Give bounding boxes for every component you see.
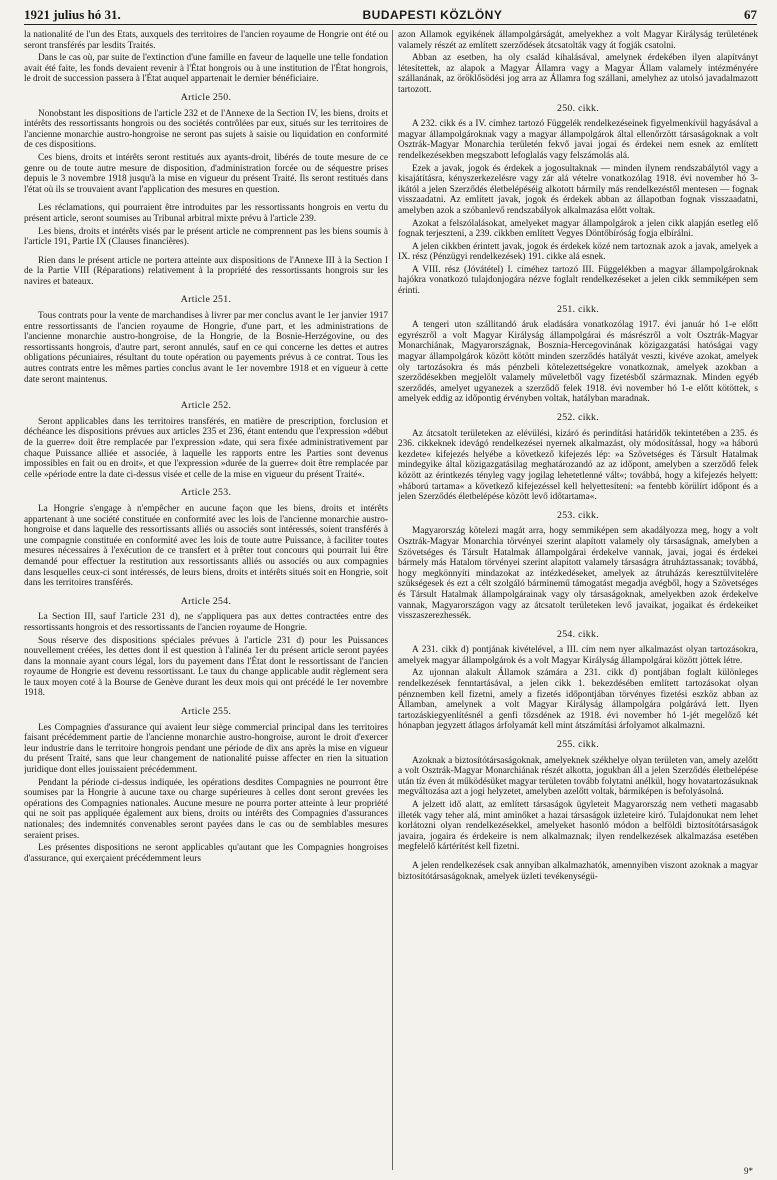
paragraph: A VIII. rész (Jóvátétel) I. címéhez tartozó III. Függelékben a magyar állampolgároknak hajókra vonatkozó tulajdonjogára nézve foglalt rendelkezéseket a jelen cikk semmiképen sem érinti. <box>398 264 758 297</box>
article-heading: 252. cikk. <box>557 412 599 423</box>
publication-title: BUDAPESTI KÖZLÖNY <box>362 8 503 22</box>
paragraph: A 231. cikk d) pontjának kivételével, a III. cím nem nyer alkalmazást olyan tartozásokra, amelyek magyar állampolgárok és a volt Magyar Királyság állampolgárai között jöttek létre. <box>398 645 758 666</box>
paragraph: Nonobstant les dispositions de l'article 232 et de l'Annexe de la Section IV, les biens, droits et intérêts des ressortissants hongrois ou des sociétés contrôlées par eux, situés sur les territoires de l'ancienne monarchie austro-hongroise ne seront pas sujets à saisie ou liquidation en conformité de ces dispositions. <box>24 108 388 151</box>
article-heading: 255. cikk. <box>557 739 599 751</box>
section-gap <box>24 387 388 393</box>
french-text-column <box>24 30 388 1175</box>
article-heading: Article 254. <box>180 595 232 607</box>
article-heading: 253. cikk. <box>557 509 599 521</box>
paragraph: A jelen rendelkezések csak annyiban alkalmazhatók, amennyiben viszont azoknak a magyar biztosítótársaságoknak, amelyek üzleti tevékenységü- <box>398 860 758 882</box>
paragraph: la nationalité de l'un des États, auxquels des territoires de l'ancien royaume de Hongrie ont été ou seront transférés par lesdits Traités. <box>24 30 388 51</box>
article-heading: Article 255. <box>180 706 232 718</box>
paragraph: Les biens, droits et intérêts visés par le présent article ne comprennent pas les biens soumis à l'article 191, Partie IX (Clauses financières). <box>24 226 388 248</box>
paragraph: Les réclamations, qui pourraient être introduites par les ressortissants hongrois en vertu du présent article, seront soumises au Tribunal arbitral mixte prévu à l'article 239. <box>24 203 388 224</box>
paragraph: A 232. cikk és a IV. címhez tartozó Függelék rendelkezéseinek figyelmenkívül hagyásával a magyar állampolgároknak vagy a magyar állampolgárok által ellenőrzött társaságoknak a volt Osztrák-Magyar Monarchia területén fekvő javai jogai és érdekei nem esnek az említett rendelkezésekben megszabott lefoglalás vagy felszámolás alá. <box>398 119 758 161</box>
signature-mark: 9* <box>744 1166 753 1176</box>
paragraph: Ezek a javak, jogok és érdekek a jogosultaknak — minden ilynem rendszabálytól vagy a kisajátításra, kényszerkezelésre vagy zár alá vételre vonatkozólag 1918. évi november hó 3-ikától a jelen Szerződés életbelépéséig alkotott bármily más rendelkezéstől mentesen — fognak visszaadatni. Az említett javak, jogok és érdekek abban az állapotban fognak visszaadatni, amelyben azok a szóbanlevő rendszabályok alkalmazása előtt voltak. <box>398 163 758 216</box>
paragraph: Abban az esetben, ha oly család kihalásával, amelynek érdekében ilyen alapítványt létesítettek, az alapok a Magyar Államra vagy a Magyar Állam valamely intézményére szállanának, az öröklősödési jog arra az Államra fog szállani, amelyhez az utolsó javadalmazott tartozott. <box>398 53 758 95</box>
paragraph: Tous contrats pour la vente de marchandises à livrer par mer conclus avant le 1er janvier 1917 entre ressortissants de l'ancien royaume de Hongrie, d'une part, et les administrations de l'ancienne monarchie austro-hongroise, de la Hongrie, de la Bosnie-Herzégovine, ou des ressortissants hongrois, d'autre part, seront annulés, sauf en ce qui concerne les dettes et autres obligations pécuniaires, résultant du toute opération ou payements prévus à ce contrat. Tous les autres contrats entre les mêmes parties conclus avant le 1er novembre 1918 et en vigueur à cette date seront maintenus. <box>24 311 388 385</box>
article-heading: Article 250. <box>180 91 232 103</box>
paragraph: Pendant la période ci-dessus indiquée, les opérations desdites Compagnies ne pourront être soumises par la Hongrie à aucune taxe ou charge supérieures à celles dont seront grevées les opérations des Compagnies nationales. Aucune mesure ne pourra porter atteinte à leur propriété qui ne soit pas appliquée également aux biens, droits ou intérêts des Compagnies d'assurances nationales; des indemnités convenables seront payées dans le cas ou de semblables mesures seraient prises. <box>24 777 388 841</box>
paragraph: La Section III, sauf l'article 231 d), ne s'appliquera pas aux dettes contractées entre des ressortissants hongrois et des ressortissants de l'ancien royaume de Hongrie. <box>24 612 388 633</box>
page-header <box>24 6 757 25</box>
paragraph: Magyarország kötelezi magát arra, hogy semmiképen sem akadályozza meg, hogy a volt Osztrák-Magyar Monarchia törvényei szerint alapított valamely oly társaságnak, amelyben a Szövetséges és Társult Hatalmak állampolgárai érdekelve vannak, javai, jogai és érdekei bármely más Hatalom törvényei szerint alapitott valamely társaságra átruháztassanak; továbbá, hogy megkönnyíti mindazokat az intézkedéseket, amelyek az átruházás keresztülvitelére szükségesek és ezt a célt szolgáló bárminemű támogatást megadja avégből, hogy a Szövetséges és Társult Hatalmak állampolgárainak vagy oly társaságoknak, amelyekben azok érdekelve vannak, Magyarországon vagy az átcsatolt területeken levő javaikat, jogaikat és érdekeiket visszaszerezhessék. <box>398 526 758 622</box>
paragraph: Les Compagnies d'assurance qui avaient leur siège commercial principal dans les territoires faisant précédemment partie de l'ancienne monarchie austro-hongroise, auront le droit d'exercer leur industrie dans le territoire hongrois pendant une période de dix ans après la mise en vigueur du présent Traité, sans que leur changement de nationalité puisse affecter en rien la situation juridique dont elles jouissaient précédemment. <box>24 722 388 776</box>
paragraph: Dans le cas où, par suite de l'extinction d'une famille en faveur de laquelle une telle fondation avait été faite, les fonds devaient revenir à l'État hongrois ou à une institution de l'État hongrois, le droit de succession passera à l'État auquel appartenait le dernier bénéficiaire. <box>24 53 388 85</box>
paragraph: Azokat a felszólalásokat, amelyeket magyar állampolgárok a jelen cikk alapján esetleg elő fognak terjeszteni, a 239. cikkben említett Vegyes Döntőbíróság fogja elbírálni. <box>398 218 758 240</box>
paragraph: A jelzett idő alatt, az említett társaságok ügyleteit Magyarország nem vetheti magasabb illeték vagy teher alá, mint aminőket a hazai társaságok üzleteire kiró. Tulajdonukat nem lehet korlátozni olyan rendelkezésekkel, amelyeket hasonló módon a belföldi biztosítótársaságok javaira, jogaira és érdekeire is nem alkalmaznak; ilyen rendelkezések alkalmazása esetében megfelelő kártérítést kell fizetni. <box>398 800 758 853</box>
paragraph: azon Államok egyikének állampolgárságát, amelyekhez a volt Magyar Királyság területének valamely részét az említett szerződések átcsatolták vagy át fogják csatolni. <box>398 30 758 51</box>
paragraph: Sous réserve des dispositions spéciales prévues à l'article 231 d) pour les Puissances nouvellement créées, les dettes dont il est question à l'alinéa 1er du présent article seront payées dans la monnaie ayant cours légal, lors du payement dans l'État dont le ressortissant de l'ancien royaume de Hongrie est devenu ressortissant. Le taux du change applicable audit règlement sera le taux moyen coté à la Bourse de Genève durant les deux mois qui ont précédé le 1er novembre 1918. <box>24 635 388 699</box>
paragraph: A jelen cikkben érintett javak, jogok és érdekek közé nem tartoznak azok a javak, amelyek a IX. rész (Pénzügyi rendelkezések) 191. cikke alá esnek. <box>398 241 758 263</box>
column-divider <box>392 30 393 1170</box>
page-number: 67 <box>744 7 757 22</box>
paragraph: Az ujonnan alakult Államok számára a 231. cikk d) pontjában foglalt különleges rendelkezések fenntartásával, a jelen cikk 1. bekezdésében említett tartozásokat olyan pénznemben kell fizetni, amely a fizetés időpontjában törvényes fizetési eszköz abban az Államban, amelynek a volt Magyar Királyság állampolgára polgárává lett. Ilyen tartozáskiegyenlítésnél a genfi tőzsdének az 1918. évi november hó 1-jét megelőző két hónapban jegyzett átlagos árfolyamát kell mint átszámítási árfolyamot alkalmazni. <box>398 668 758 732</box>
paragraph: Rien dans le présent article ne portera atteinte aux dispositions de l'Annexe III à la Section I de la Partie VIII (Réparations) relativement à la propriété des ressortissants hongrois sur les navires et bateaux. <box>24 255 388 287</box>
paragraph: Les présentes dispositions ne seront applicables qu'autant que les Compagnies hongroises d'assurance, qui exerçaient précédemment leurs <box>24 843 388 864</box>
article-heading: Article 253. <box>180 487 232 499</box>
article-heading: 254. cikk. <box>557 628 599 640</box>
hungarian-text-column <box>398 30 758 1175</box>
paragraph: Azoknak a biztosítótársaságoknak, amelyeknek székhelye olyan területen van, amely azelőtt a volt Osztrák-Magyar Monarchiának részét alkotta, jogukban áll a jelen Szerződés életbelépése után tíz éven át működésüket magyar területen tovább folytatni anélkül, hogy hovatartozásuknak megváltozása azt a jogi helyzetet, amelyben azelőtt voltak, bármiképen is befolyásolná. <box>398 755 758 798</box>
article-heading: 250. cikk. <box>557 102 599 114</box>
paragraph: Seront applicables dans les territoires transférés, en matière de prescription, forclusion et déchéance les dispositions prévues aux articles 235 et 236, étant entendu que l'expression »début de la guerre« doit être remplacée par l'expression »date, qui sera fixée administrativement par chaque Puissance alliée et associée, à laquelle les rapports entre les Parties sont devenus impossibles en fait ou en droit«, et que l'expression »durée de la guerre« doit être remplacée par celle »période entre la date ci-dessus visée et celle de la mise en vigueur du présent Traité«. <box>24 416 388 480</box>
article-heading: 251. cikk. <box>557 303 599 315</box>
paragraph: Ces biens, droits et intérêts seront restitués aux ayants-droit, libérés de toute mesure de ce genre ou de toute autre mesure de disposition, d'administration forcée ou de séquestre prises depuis le 3 novembre 1918 jusqu'à la mise en vigueur du présent Traité. Ils seront restitués dans l'état où ils se trouvaient avant l'application des mesures en question. <box>24 152 388 195</box>
paragraph: La Hongrie s'engage à n'empêcher en aucune façon que les biens, droits et intérêts appartenant à une société constituée en conformité avec les lois de l'ancienne monarchie austro-hongroise et dans laquelle des ressortissants alliés ou associés sont intéressés, soient transférés à une compagnie constituée en conformité avec les lois de toute autre Puissance, à faciliter toutes mesures nécessaires à l'exécution de ce transfert et à prêter tout concours qui pourrait lui être demandé pour effectuer la restitution aux ressortissants alliés ou associés ou aux compagnies dans lesquelles ceux-ci sont intéressés, de leurs biens, droits et intérêts situés soit en Hongrie, soit dans les territoires transférés. <box>24 503 388 589</box>
article-heading: Article 252. <box>180 400 232 412</box>
issue-date: 1921 julius hó 31. <box>24 7 121 22</box>
article-heading: Article 251. <box>180 294 232 306</box>
paragraph: A tengeri uton szállitandó áruk eladására vonatkozólag 1917. évi január hó 1-e előtt egyrészről a volt Magyar Királyság állampolgárai és másrészről a volt Osztrák-Magyar Monarchiának, Magyarországnak, Bosznia-Hercegovinának közigazgatási hatóságai vagy magyar állampolgárok között kötött minden szerződés hatályát veszti, kivéve azokat, amelyek oly tartozásokra és más pénzbeli kötelezettségekre vonatkoznak, amelyek azokban a szerződésekben megjelölt valamely műveletből vagy fizetésből származnak. Minden egyéb szerződés, amelyet ugyanezek a szerződő felek 1918. évi november hó 1-e előtt kötöttek, s amelyek eddig az időpontig érvényben voltak, hatályban maradnak. <box>398 320 758 405</box>
paragraph: Az átcsatolt területeken az elévülési, kizáró és perindítási határidők tekintetében a 235. és 236. cikkeknek idevágó rendelkezései nyernek alkalmazást, oly módosítással, hogy »a háború kezdete« kifejezés helyébe a következő kifejezés lép: »a Szövetséges és Társult Hatalmak mindegyike által közigazgatásilag meghatározandó az az időpont, amelyben a szerződő felek között az érintkezés tényleg vagy jogilag lehetetlenné vált«; továbbá, hogy a kifejezés helyett: »háború tartama« a következő kifejezéssel kell helyettesíteni: »a fentebb körülírt időpont és a jelen Szerződés életbelépése között levő időtartama«. <box>398 428 758 503</box>
